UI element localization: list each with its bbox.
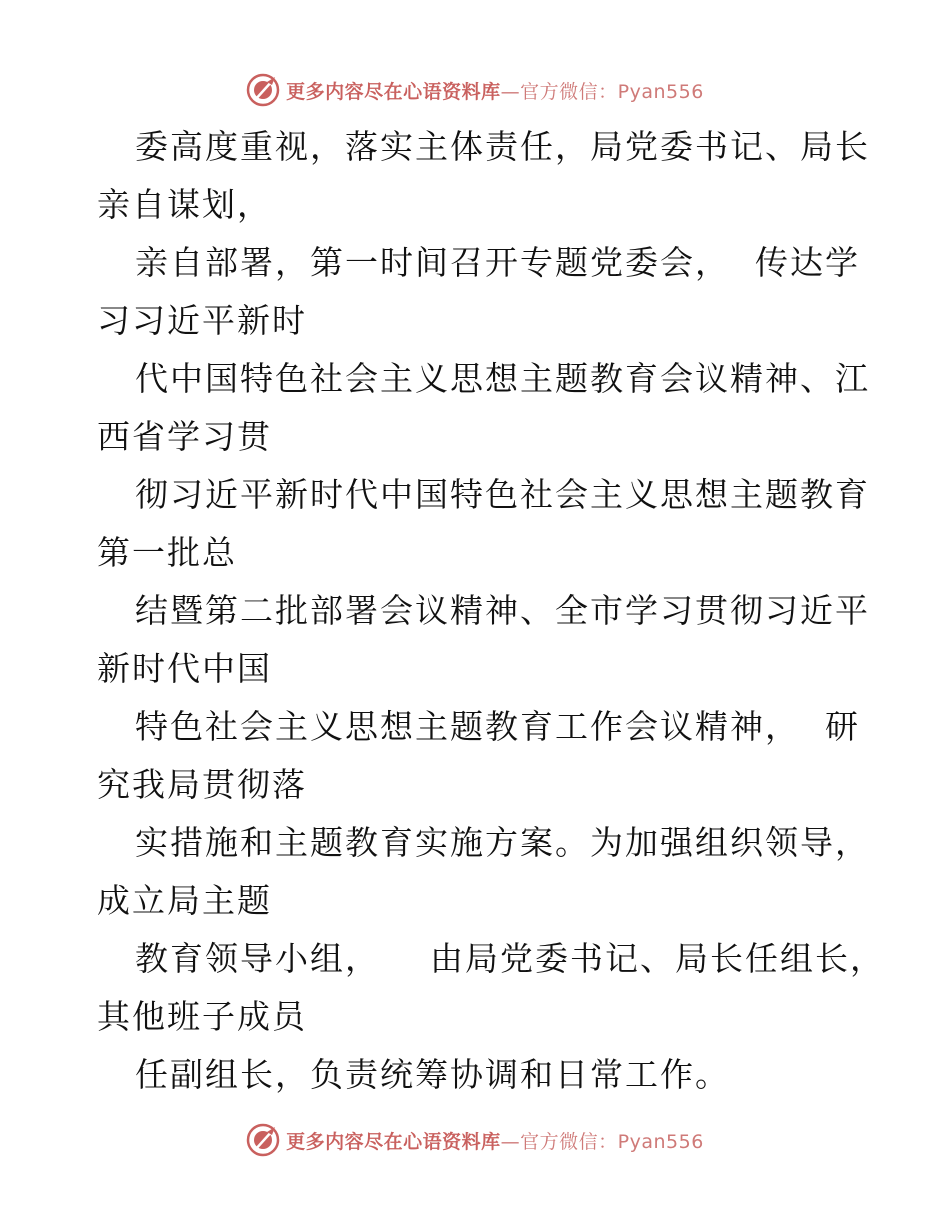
text-line: 亲自谋划， [97, 185, 272, 224]
footer-watermark-contact: —官方微信：Pyan556 [500, 1130, 704, 1153]
text-line: 委高度重视，落实主体责任，局党委书记、局长 [135, 127, 870, 166]
text-line: 代中国特色社会主义思想主题教育会议精神、江 [135, 359, 870, 398]
text-line: 习习近平新时 [97, 301, 307, 340]
text-line: 新时代中国 [97, 649, 272, 688]
quill-logo-icon [246, 1123, 280, 1157]
text-line: 第一批总 [97, 533, 237, 572]
text-line: 究我局贯彻落 [97, 765, 307, 804]
text-line: 成立局主题 [97, 881, 272, 920]
header-watermark-title: 更多内容尽在心语资料库 [286, 80, 501, 103]
header-watermark-banner [0, 70, 950, 110]
text-line: 彻习近平新时代中国特色社会主义思想主题教育 [135, 475, 870, 514]
document-body [97, 118, 885, 1104]
quill-logo-icon [246, 73, 280, 107]
footer-watermark-text [286, 1127, 704, 1154]
text-line: 其他班子成员 [97, 997, 307, 1036]
text-line: 教育领导小组， 由局党委书记、局长任组长， [135, 939, 885, 978]
text-line: 实措施和主题教育实施方案。为加强组织领导， [135, 823, 870, 862]
text-line: 特色社会主义思想主题教育工作会议精神， 研 [135, 707, 860, 746]
text-line: 亲自部署，第一时间召开专题党委会， 传达学 [135, 243, 860, 282]
header-watermark-contact: —官方微信：Pyan556 [500, 80, 704, 103]
text-line: 西省学习贯 [97, 417, 272, 456]
footer-watermark-title: 更多内容尽在心语资料库 [286, 1130, 501, 1153]
footer-watermark-banner [0, 1120, 950, 1160]
header-watermark-text [286, 77, 704, 104]
text-line: 结暨第二批部署会议精神、全市学习贯彻习近平 [135, 591, 870, 630]
text-line: 任副组长，负责统筹协调和日常工作。 [135, 1055, 730, 1094]
